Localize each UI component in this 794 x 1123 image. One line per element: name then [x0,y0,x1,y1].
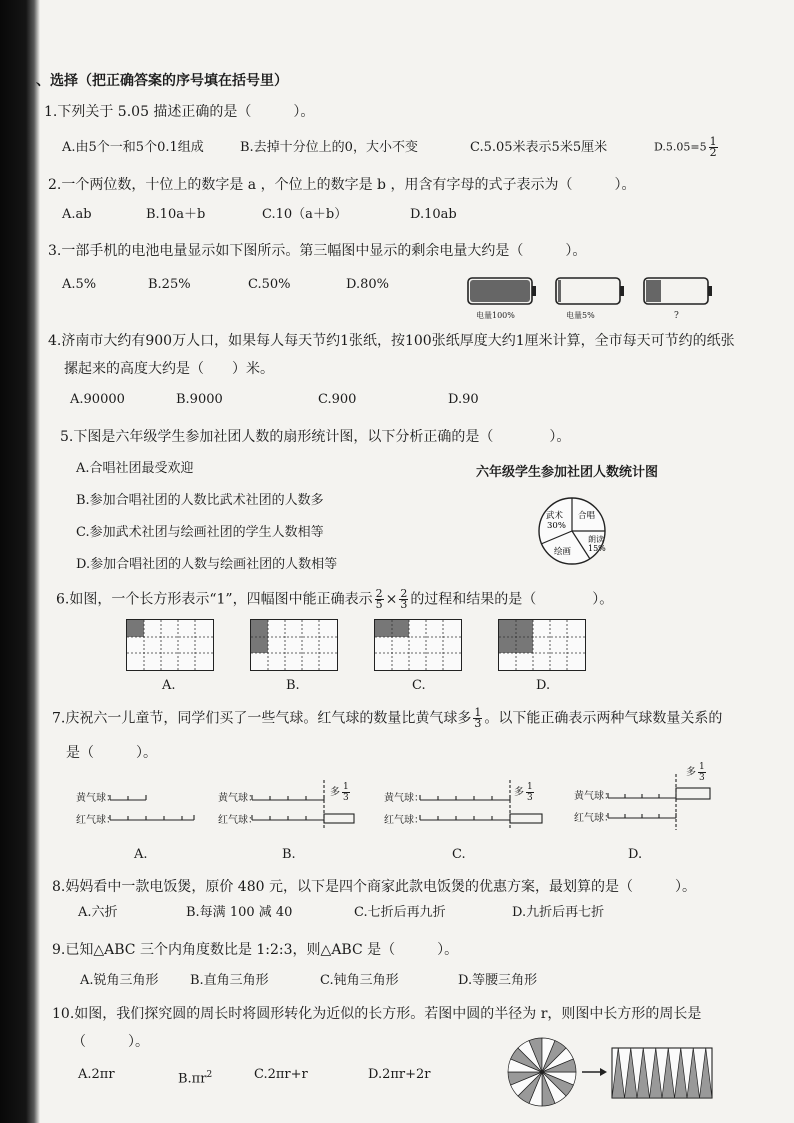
svg-text:电量100%: 电量100% [476,311,515,320]
q2-stem: 2.一个两位数，十位上的数字是 a ，个位上的数字是 b ，用含有字母的式子表示为（ ）。 [48,177,636,193]
pie-slice-value-wushu: 30% [547,521,566,531]
q9-option-c: C.钝角三角形 [320,973,399,988]
q8-option-d: D.九折后再七折 [512,905,605,920]
q6-grid-a [126,619,214,671]
q10-stem: 10.如图，我们探究圆的周长时将圆形转化为近似的长方形。若图中圆的半径为 r，则图中长方形的周长是 [52,1006,702,1022]
q4-option-b: B.9000 [176,392,223,407]
q7-d-red-label: 红气球： [574,813,614,824]
q9-option-b: B.直角三角形 [190,973,269,988]
q4-stem-line2: 摞起来的高度大约是（ ）米。 [64,361,274,377]
q7-c-more: 多 $\frac{1}{3}$ [514,782,533,803]
q5-option-a: A.合唱社团最受欢迎 [76,461,194,476]
q2-option-a: A.ab [62,207,92,222]
q3-stem: 3.一部手机的电池电量显示如下图所示。第三幅图中显示的剩余电量大约是（ ）。 [48,243,587,259]
battery-low [556,278,624,320]
section-header: 、选择（把正确答案的序号填在括号里） [36,73,288,89]
q1-option-b: B.去掉十分位上的0，大小不变 [240,140,418,155]
circle-to-rectangle-figure [504,1034,718,1110]
q1-stem: 1.下列关于 5.05 描述正确的是（ ）。 [44,104,315,120]
q3-option-d: D.80% [346,277,389,292]
q6-stem: 6.如图，一个长方形表示“1”，四幅图中能正确表示 $\frac{2}{5}$ × $\frac{2}{3}$ 的过程和结果的是（ ）。 [56,587,614,611]
q6-grid-d [498,619,586,671]
q7-d-yellow-label: 黄气球： [574,791,614,802]
q7-label-b: B. [282,847,296,862]
q10-stem-line2: （ ）。 [72,1034,149,1050]
q7-a-yellow-label: 黄气球： [76,793,116,804]
q7-c-red-label: 红气球： [384,815,424,826]
q2-option-c: C.10（a＋b） [262,207,348,222]
q10-option-a: A.2πr [78,1067,115,1082]
q1-option-c: C.5.05米表示5米5厘米 [470,140,608,155]
q7-label-c: C. [452,847,466,862]
q5-option-d: D.参加合唱社团的人数与绘画社团的人数相等 [76,557,338,572]
divided-circle [508,1038,576,1106]
q7-diagram-a [108,786,198,826]
pie-slice-label-huihua: 绘画 [554,547,572,557]
q4-option-a: A.90000 [70,392,125,407]
approximate-rectangle [612,1048,712,1098]
q7-d-more: 多 $\frac{1}{3}$ [686,762,705,783]
q7-stem-line1: 7.庆祝六一儿童节，同学们买了一些气球。红气球的数量比黄气球多 $\frac{1}{3}$ 。以下能正确表示两种气球数量关系的 [52,706,723,730]
q10-option-b: $B.\pi r^2$ [178,1070,213,1087]
svg-text:?: ? [674,311,679,321]
q7-label-a: A. [134,847,148,862]
q4-stem-line1: 4.济南市大约有900万人口，如果每人每天节约1张纸，按100张纸厚度大约1厘米计算，全市每天可节约的纸张 [48,333,735,349]
q10-option-d: D.2πr+2r [368,1067,431,1082]
q2-option-d: D.10ab [410,207,457,222]
q6-grid-c [374,619,462,671]
q8-stem: 8.妈妈看中一款电饭煲，原价 480 元，以下是四个商家此款电饭煲的优惠方案，最划算的是（ ）。 [52,879,696,895]
q10-option-c: C.2πr+r [254,1067,308,1082]
q9-option-a: A.锐角三角形 [80,973,159,988]
q6-label-c: C. [412,678,426,693]
q3-option-a: A.5% [62,277,97,292]
q9-option-d: D.等腰三角形 [458,973,538,988]
q6-label-d: D. [536,678,551,693]
q7-label-d: D. [628,847,643,862]
q4-option-d: D.90 [448,392,479,407]
pie-chart-title: 六年级学生参加社团人数统计图 [476,465,659,480]
q9-stem: 9.已知△ABC 三个内角度数比是 1:2:3，则△ABC 是（ ）。 [52,942,459,958]
battery-full [468,278,536,320]
battery-figure [460,272,730,324]
q7-b-red-label: 红气球： [218,815,258,826]
q3-option-b: B.25% [148,277,191,292]
q1-option-d: D.5.05=5 $\frac{1}{2}$ [654,135,717,159]
q7-b-more: 多 $\frac{1}{3}$ [330,782,349,803]
q5-stem: 5.下图是六年级学生参加社团人数的扇形统计图，以下分析正确的是（ ）。 [60,429,571,445]
q3-option-c: C.50% [248,277,291,292]
q8-option-b: B.每满 100 减 40 [186,905,293,920]
q1-option-a: A.由5个一和5个0.1组成 [62,140,204,155]
battery-unknown [644,278,712,321]
arrow-right-icon [600,1068,607,1076]
q4-option-c: C.900 [318,392,357,407]
pie-slice-label-langdu: 朗读 [588,535,604,544]
club-pie-chart [524,494,620,568]
q7-stem-line2: 是（ ）。 [66,745,157,761]
q6-grid-b [250,619,338,671]
svg-text:电量5%: 电量5% [566,311,595,320]
q8-option-a: A.六折 [78,905,118,920]
q8-option-c: C.七折后再九折 [354,905,446,920]
q5-option-c: C.参加武术社团与绘画社团的学生人数相等 [76,525,324,540]
q5-option-b: B.参加合唱社团的人数比武术社团的人数多 [76,493,324,508]
q6-label-b: B. [286,678,300,693]
q2-option-b: B.10a＋b [146,207,206,222]
pie-slice-label-wushu: 武术 [546,511,564,521]
q7-a-red-label: 红气球： [76,815,116,826]
q6-label-a: A. [162,678,176,693]
q7-c-yellow-label: 黄气球： [384,793,424,804]
scan-shadow-edge [0,0,40,1123]
q7-b-yellow-label: 黄气球： [218,793,258,804]
pie-slice-value-langdu: 15% [588,544,606,553]
pie-slice-label-hechang: 合唱 [578,511,596,521]
